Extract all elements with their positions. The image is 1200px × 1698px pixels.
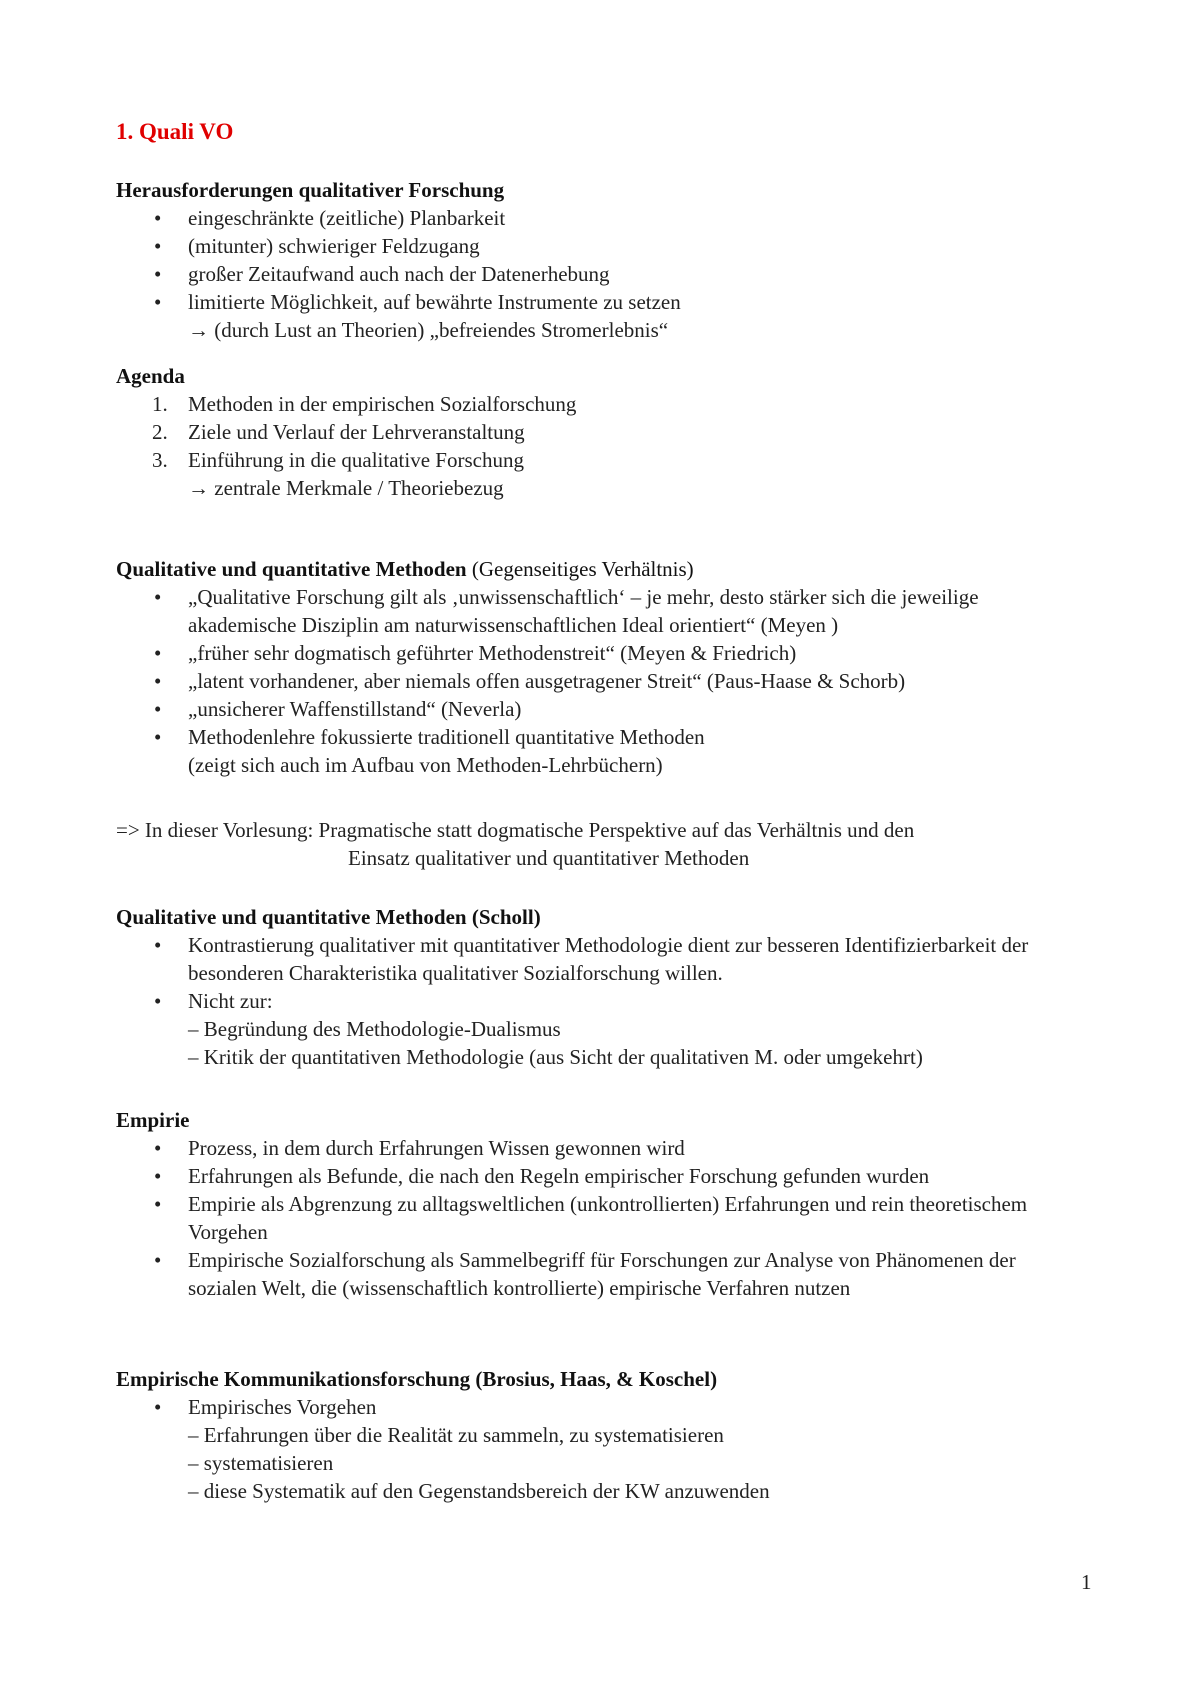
list-item: • eingeschränkte (zeitliche) Planbarkeit — [154, 206, 506, 230]
sub-line: – Erfahrungen über die Realität zu sammeln, zu systematisieren — [188, 1423, 724, 1447]
list-item: • „Qualitative Forschung gilt als ‚unwissenschaftlich‘ – je mehr, desto stärker sich die jeweilige akademische Disziplin am naturwissenschaftlichen Ideal orientiert“ (Meyen ) — [154, 585, 979, 637]
sub-line: – systematisieren — [188, 1451, 334, 1475]
bullet-marker: • — [154, 725, 162, 749]
conclusion-line-1: => In dieser Vorlesung: Pragmatische statt dogmatische Perspektive auf das Verhältnis und den — [116, 818, 915, 842]
section-agenda — [116, 362, 1076, 502]
number-marker: 1. — [152, 392, 168, 416]
section-heading: Qualitative und quantitative Methoden (Scholl) — [116, 905, 541, 929]
list-item: • Empirische Sozialforschung als Sammelbegriff für Forschungen zur Analyse von Phänomenen der sozialen Welt, die (wissenschaftlich kontrollierte) empirische Verfahren nutzen — [154, 1248, 1016, 1300]
list-item: • limitierte Möglichkeit, auf bewährte Instrumente zu setzen — [154, 290, 681, 314]
section-empirie — [116, 1106, 1076, 1302]
sub-line: – Begründung des Methodologie-Dualismus — [188, 1017, 561, 1041]
continuation-line: → zentrale Merkmale / Theoriebezug — [188, 476, 504, 500]
section-heading: Empirische Kommunikationsforschung (Brosius, Haas, & Koschel) — [116, 1367, 718, 1391]
list-item: • Empirisches Vorgehen — [154, 1395, 377, 1419]
continuation-line: (zeigt sich auch im Aufbau von Methoden-Lehrbüchern) — [188, 753, 663, 777]
list-item: • Erfahrungen als Befunde, die nach den Regeln empirischer Forschung gefunden wurden — [154, 1164, 930, 1188]
list-item: • großer Zeitaufwand auch nach der Datenerhebung — [154, 262, 610, 286]
list-item: • Empirie als Abgrenzung zu alltagsweltlichen (unkontrollierten) Erfahrungen und rein theoretischem Vorgehen — [154, 1192, 1028, 1244]
bullet-marker: • — [154, 669, 162, 693]
bullet-marker: • — [154, 989, 162, 1013]
section-scholl — [116, 903, 1076, 1071]
page-number: 1 — [1081, 1570, 1092, 1594]
sub-line: – diese Systematik auf den Gegenstandsbereich der KW anzuwenden — [188, 1479, 770, 1503]
bullet-marker: • — [154, 1248, 162, 1272]
list-item: • Nicht zur: — [154, 989, 273, 1013]
section-herausforderungen — [116, 176, 1076, 344]
number-marker: 3. — [152, 448, 168, 472]
list-item: • Prozess, in dem durch Erfahrungen Wissen gewonnen wird — [154, 1136, 685, 1160]
numbered-item: 3. Einführung in die qualitative Forschung — [152, 448, 524, 472]
bullet-marker: • — [154, 641, 162, 665]
bullet-marker: • — [154, 1192, 162, 1216]
section-heading: Qualitative und quantitative Methoden (Gegenseitiges Verhältnis) — [116, 557, 694, 581]
number-marker: 2. — [152, 420, 168, 444]
section-kommunikationsforschung — [116, 1365, 1076, 1505]
bullet-marker: • — [154, 290, 162, 314]
list-item: • (mitunter) schwieriger Feldzugang — [154, 234, 480, 258]
lecture-conclusion — [116, 816, 1096, 872]
section-heading: Empirie — [116, 1108, 190, 1132]
list-item: • Kontrastierung qualitativer mit quantitativer Methodologie dient zur besseren Identifizierbarkeit der besonderen Charakteristika qualitativer Sozialforschung willen. — [154, 933, 1029, 985]
section-heading: Agenda — [116, 364, 185, 388]
sub-line: – Kritik der quantitativen Methodologie (aus Sicht der qualitativen M. oder umgekehrt) — [188, 1045, 923, 1069]
bullet-marker: • — [154, 262, 162, 286]
bullet-marker: • — [154, 933, 162, 957]
section-heading: Herausforderungen qualitativer Forschung — [116, 178, 505, 202]
bullet-marker: • — [154, 585, 162, 609]
bullet-marker: • — [154, 1164, 162, 1188]
list-item: • „unsicherer Waffenstillstand“ (Neverla) — [154, 697, 522, 721]
conclusion-line-2: Einsatz qualitativer und quantitativer Methoden — [348, 846, 750, 870]
bullet-marker: • — [154, 234, 162, 258]
numbered-item: 2. Ziele und Verlauf der Lehrveranstaltung — [152, 420, 525, 444]
document-title: 1. Quali VO — [116, 119, 234, 144]
bullet-marker: • — [154, 1395, 162, 1419]
bullet-marker: • — [154, 1136, 162, 1160]
bullet-marker: • — [154, 206, 162, 230]
bullet-marker: • — [154, 697, 162, 721]
numbered-item: 1. Methoden in der empirischen Sozialforschung — [152, 392, 577, 416]
list-item: • Methodenlehre fokussierte traditionell quantitative Methoden — [154, 725, 705, 749]
list-item: • „latent vorhandener, aber niemals offen ausgetragener Streit“ (Paus-Haase & Schorb) — [154, 669, 906, 693]
section-quali-quanti-verhaeltnis — [116, 555, 1076, 779]
heading-suffix: (Gegenseitiges Verhältnis) — [466, 557, 694, 581]
continuation-line: → (durch Lust an Theorien) „befreiendes Stromerlebnis“ — [188, 318, 669, 342]
list-item: • „früher sehr dogmatisch geführter Methodenstreit“ (Meyen & Friedrich) — [154, 641, 797, 665]
